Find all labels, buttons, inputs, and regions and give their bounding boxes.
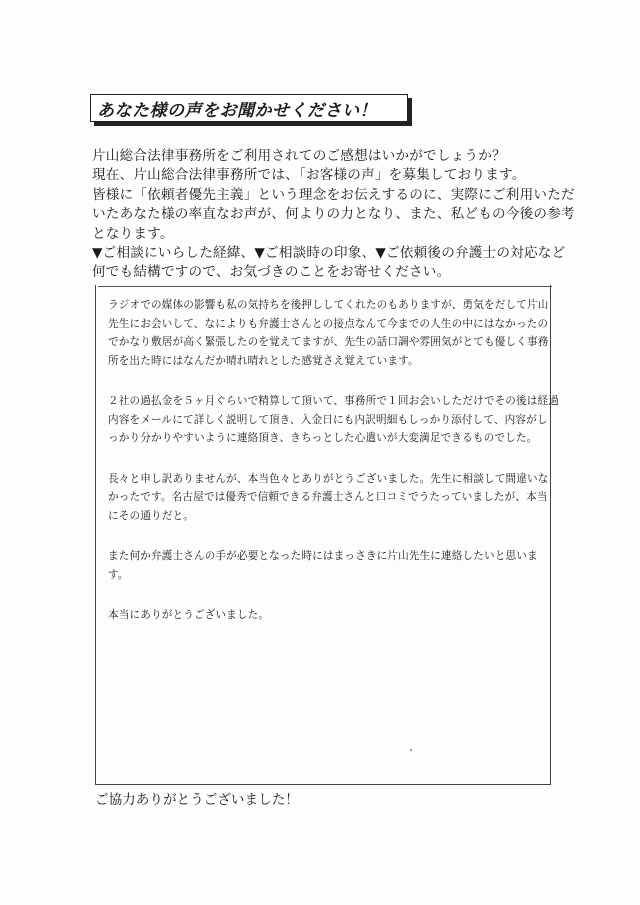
intro-text bbox=[92, 147, 575, 283]
voice-line: でかなり敷居が高く緊張したのを覚えてますが、先生の話口調や雰囲気がとても優しく事務 bbox=[108, 336, 549, 348]
voice-paragraph bbox=[108, 392, 560, 448]
page-title: あなた様の声をお聞かせください！ bbox=[97, 100, 377, 121]
voice-line: にその通りだと。 bbox=[108, 509, 194, 522]
closing-thanks: ご協力ありがとうございました！ bbox=[95, 792, 299, 808]
title-banner bbox=[90, 94, 408, 122]
intro-line: ▼ご相談にいらした経緯、▼ご相談時の印象、▼ご依頼後の弁護士の対応など bbox=[92, 245, 566, 262]
voice-line: 所を出た時にはなんだか晴れ晴れとした感覚さえ覚えています。 bbox=[108, 354, 419, 367]
intro-line: 何でも結構ですので、お気づきのことをお寄せください。 bbox=[92, 264, 451, 281]
voice-paragraph bbox=[108, 296, 549, 370]
customer-voice-text bbox=[108, 296, 560, 647]
intro-line: 現在、片山総合法律事務所では、「お客様の声」を募集しております。 bbox=[92, 167, 526, 184]
voice-paragraph bbox=[108, 547, 538, 584]
intro-line: いたあなた様の率直なお声が、何よりの力となり、また、私どもの今後の参考 bbox=[92, 206, 575, 223]
voice-line: ２社の過払金を５ヶ月ぐらいで精算して頂いて、事務所で１回お会いしただけでその後は経過 bbox=[108, 395, 560, 407]
voice-line: ラジオでの媒体の影響も私の気持ちを後押ししてくれたのもありますが、勇気をだして片山 bbox=[108, 299, 549, 311]
voice-line: 長々と申し訳ありませんが、本当色々とありがとうございました。先生に相談して間違いな bbox=[108, 472, 549, 485]
voice-line: 内容をメールにて詳しく説明して頂き、入金日にも内訳明細もしっかり添付して、内容がし bbox=[108, 413, 548, 426]
intro-line: 皆様に「依頼者優先主義」という理念をお伝えするのに、実際にご利用いただ bbox=[92, 186, 575, 203]
voice-line: 本当にありがとうございました。 bbox=[108, 609, 270, 621]
voice-line: また何か弁護士さんの手が必要となった時にはまっさきに片山先生に連絡したいと思いま bbox=[108, 550, 538, 562]
intro-line: となります。 bbox=[92, 225, 174, 242]
voice-line: っかり分かりやすいように連絡頂き、きちっとした心遣いが大変満足できるものでした。 bbox=[108, 432, 538, 444]
voice-line: す。 bbox=[108, 568, 129, 581]
intro-line: 片山総合法律事務所をご利用されてのご感想はいかがでしょうか？ bbox=[92, 148, 506, 164]
voice-line: 先生にお会いして、なによりも弁護士さんとの接点なんて今までの人生の中にはなかったの bbox=[108, 317, 549, 330]
scan-speck bbox=[410, 749, 412, 751]
voice-line: かったです。名古屋では優秀で信頼できる弁護士さんと口コミでうたっていましたが、本当 bbox=[108, 491, 548, 503]
voice-paragraph bbox=[108, 470, 549, 526]
voice-paragraph bbox=[108, 606, 538, 625]
